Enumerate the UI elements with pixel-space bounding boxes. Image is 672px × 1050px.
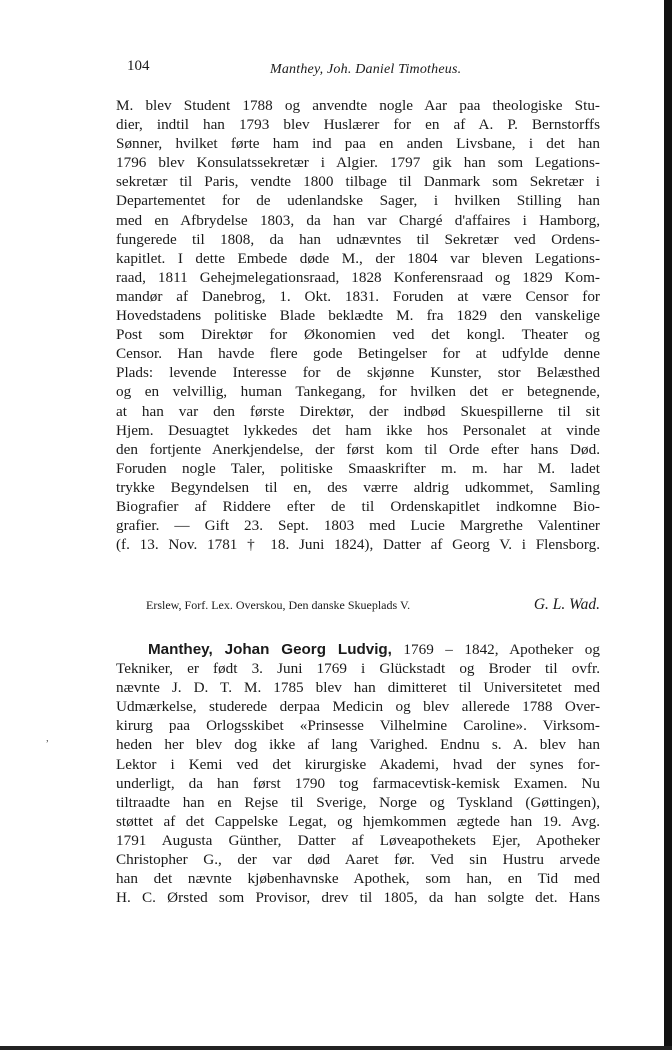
text-line: dier, indtil han 1793 blev Huslærer for en af A. P. Bernstorffs	[116, 116, 600, 134]
text-line: raad, 1811 Gehejmelegationsraad, 1828 Konferensraad og 1829 Kom-	[116, 268, 600, 286]
text-line: han det nævnte kjøbenhavnske Apothek, som han, en Tid med	[116, 870, 600, 888]
author-signature: G. L. Wad.	[533, 596, 600, 613]
text-line: nævnte J. D. T. M. 1785 blev han dimitteret til Universitetet med	[116, 679, 600, 697]
running-title: Manthey, Joh. Daniel Timotheus.	[270, 62, 462, 77]
entry-manthey-johan-georg-ludvig	[116, 640, 600, 907]
text-line: Sønner, hvilket førte ham ind paa en anden Livsbane, i det han	[116, 135, 600, 153]
text-line: grafier. — Gift 23. Sept. 1803 med Lucie Margrethe Valentiner	[116, 517, 600, 535]
margin-mark: ,	[46, 732, 49, 744]
text-line: kapitlet. I dette Embede døde M., der 1804 var bleven Legations-	[116, 249, 600, 267]
text-line: fungerede til 1808, da han udnævntes til Sekretær ved Ordens-	[116, 230, 600, 248]
text-line: sekretær til Paris, vendte 1800 tilbage til Danmark som Sekretær i	[116, 173, 600, 191]
text-line: Post som Direktør for Økonomien ved det kongl. Theater og	[116, 326, 600, 344]
entry-continuation	[116, 96, 600, 554]
text-line: mandør af Danebrog, 1. Okt. 1831. Foruden at være Censor for	[116, 287, 600, 305]
entry-headword: Manthey, Johan Georg Ludvig,	[148, 641, 392, 658]
text-line: Udmærkelse, studerede derpaa Medicin og blev allerede 1788 Over-	[116, 698, 600, 716]
text-line: Tekniker, er født 3. Juni 1769 i Glückstadt og Broder til ovfr.	[116, 660, 600, 678]
text-line: støttet af det Cappelske Legat, og hjemkommen ægtede han 19. Avg.	[116, 812, 600, 830]
scan-edge-bottom	[0, 1046, 672, 1050]
text-line: H. C. Ørsted som Provisor, drev til 1805, da han solgte det. Hans	[116, 889, 600, 907]
page-number: 104	[127, 58, 150, 74]
text-line: M. blev Student 1788 og anvendte nogle Aar paa theologiske Stu-	[116, 97, 600, 114]
text-line: underligt, da han først 1790 tog farmacevtisk-kemisk Examen. Nu	[116, 774, 600, 792]
text-line: Biografier af Riddere efter de til Ordenskapitlet indkomne Bio-	[116, 497, 600, 515]
text-line: trykke Begyndelsen til en, des værre aldrig udkommet, Samling	[116, 478, 600, 496]
text-line: heden her blev dog ikke af lang Varighed. Endnu s. A. blev han	[116, 736, 600, 754]
text-line: Departementet for de udenlandske Sager, i hvilken Stilling han	[116, 192, 600, 210]
text-line: kirurg paa Orlogsskibet «Prinsesse Vilhelmine Caroline». Virksom-	[116, 717, 600, 735]
text-line: tiltraadte han en Rejse til Sverige, Norge og Tyskland (Gøttingen),	[116, 793, 600, 811]
text-line: at han var den første Direktør, der indbød Skuespillerne til sit	[116, 402, 600, 420]
text-line: den fortjente Anerkjendelse, der først kom til Orde efter hans Død.	[116, 440, 600, 458]
text-line: 1796 blev Konsulatssekretær i Algier. 1797 gik han som Legations-	[116, 154, 600, 172]
text-line: Censor. Han havde flere gode Betingelser for at udfylde denne	[116, 345, 600, 363]
text-line: (f. 13. Nov. 1781 † 18. Juni 1824), Datter af Georg V. i Flensborg.	[116, 536, 600, 554]
text-line: 1791 Augusta Günther, Datter af Løveapothekets Ejer, Apotheker	[116, 831, 600, 849]
text-line: Lektor i Kemi ved det kirurgiske Akademi, hvad der synes for-	[116, 755, 600, 773]
text-line: Hovedstadens politiske Blade beklædte M. fra 1829 den vanskelige	[116, 307, 600, 325]
text-line: Plads: levende Interesse for de skjønne Kunster, stor Belæsthed	[116, 364, 600, 382]
text-line: med en Afbrydelse 1803, da han var Chargé d'affaires i Hamborg,	[116, 211, 600, 229]
text-line: Hjem. Desuagtet lykkedes det ham ikke hos Personalet at vinde	[116, 421, 600, 439]
text-line: og en velvillig, human Tankegang, for hvilken det er betegnende,	[116, 383, 600, 401]
text-line: Christopher G., der var død Aaret før. Ved sin Hustru arvede	[116, 851, 600, 869]
entry-dates: 1769 – 1842, Apotheker og	[403, 641, 600, 658]
text-line: Foruden nogle Taler, politiske Smaaskrifter m. m. har M. ladet	[116, 459, 600, 477]
scan-edge-right	[664, 0, 672, 1050]
entry-first-line	[116, 640, 600, 659]
references: Erslew, Forf. Lex. Overskou, Den danske Skueplads V.	[146, 598, 411, 612]
